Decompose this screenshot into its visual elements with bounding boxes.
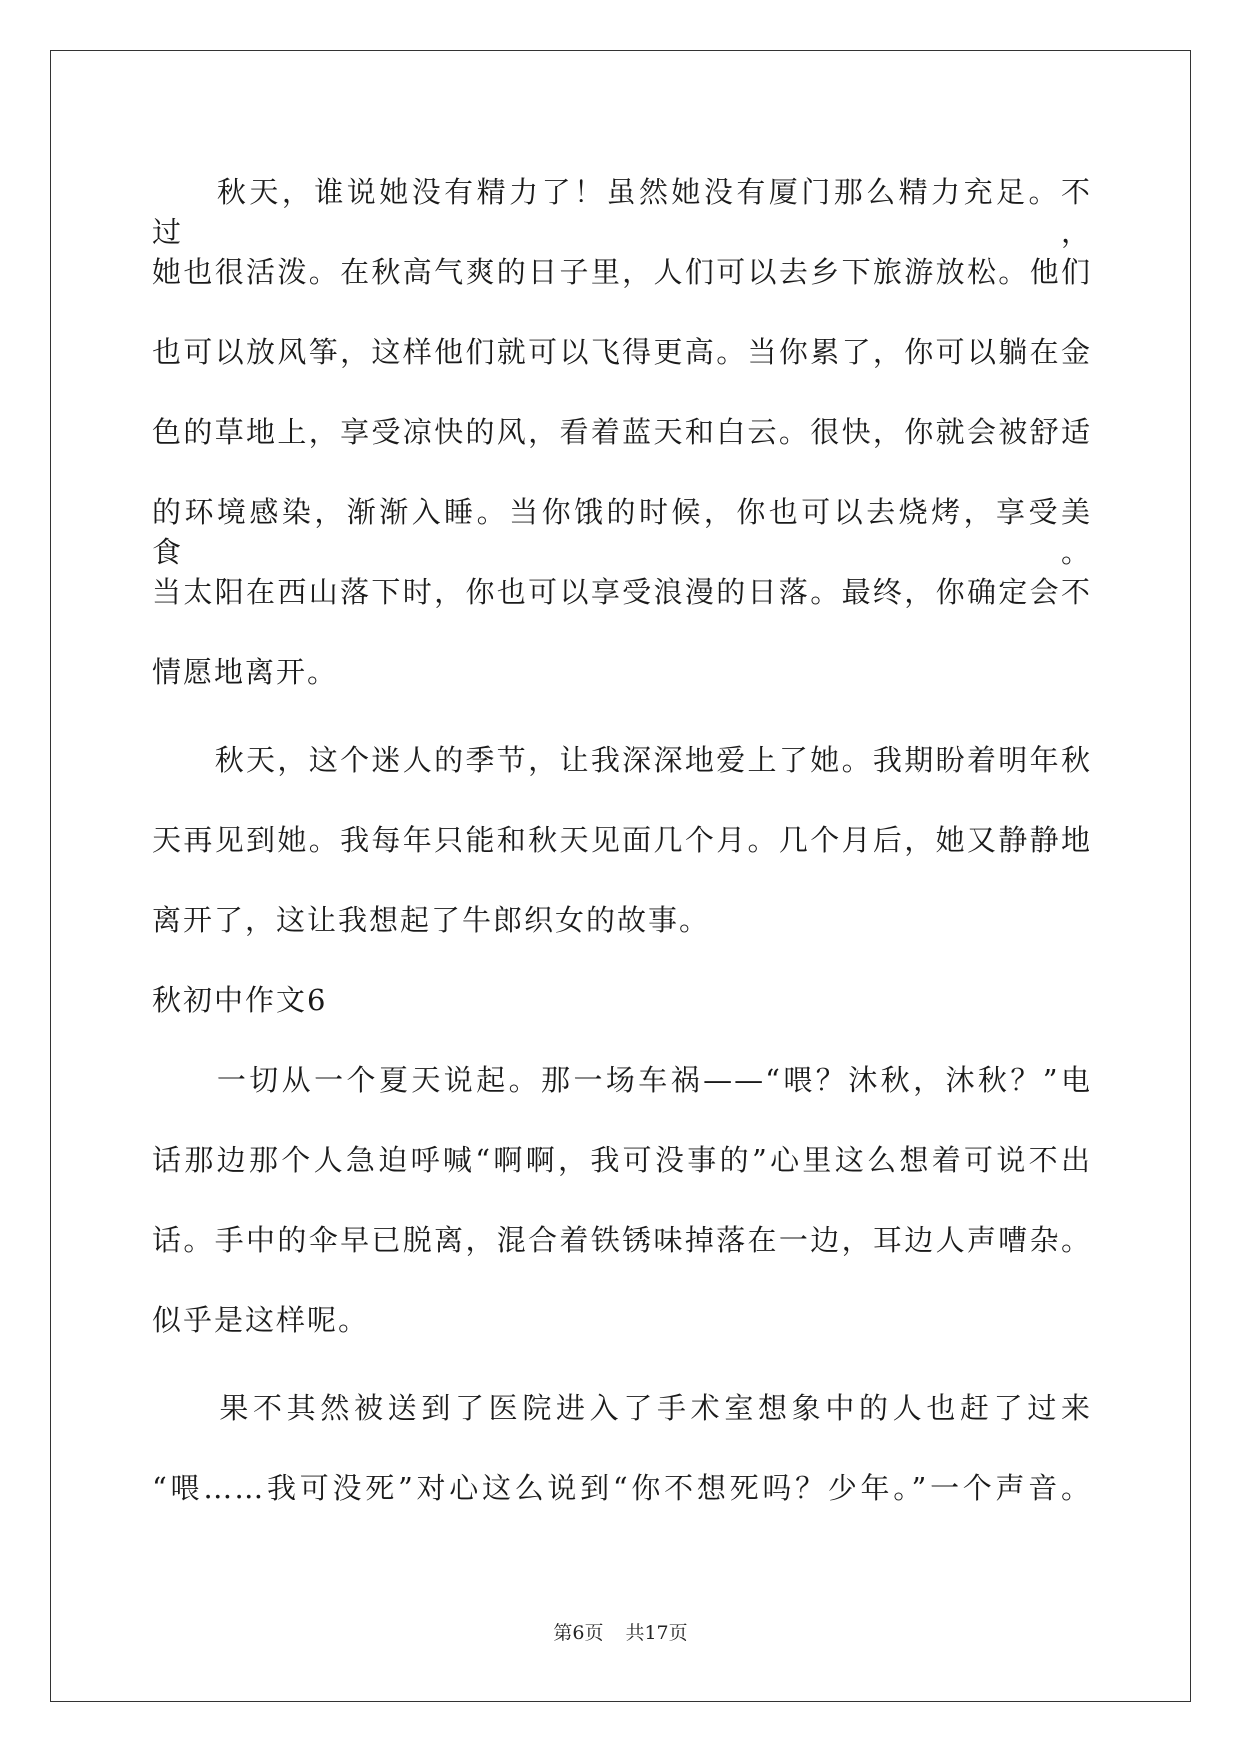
paragraph-line: 当太阳在西山落下时，你也可以享受浪漫的日落。最终，你确定会不 — [152, 575, 1092, 609]
paragraph-line: 的环境感染，渐渐入睡。当你饿的时候，你也可以去烧烤，享受美食。 — [152, 495, 1092, 569]
paragraph-line: 她也很活泼。在秋高气爽的日子里，人们可以去乡下旅游放松。他们 — [152, 255, 1092, 289]
paragraph-line: 话。手中的伞早已脱离，混合着铁锈味掉落在一边，耳边人声嘈杂。 — [152, 1223, 1092, 1257]
paragraph-line: 话那边那个人急迫呼喊“啊啊，我可没事的”心里这么想着可说不出 — [152, 1143, 1092, 1177]
paragraph-line: 情愿地离开。 — [152, 655, 339, 689]
paragraph-line: 秋天，这个迷人的季节，让我深深地爱上了她。我期盼着明年秋 — [152, 743, 1092, 777]
paragraph-line: 果不其然被送到了医院进入了手术室想象中的人也赶了过来 — [152, 1391, 1092, 1425]
paragraph-line: 一切从一个夏天说起。那一场车祸——“喂？沐秋，沐秋？”电 — [152, 1063, 1092, 1097]
paragraph-line: 色的草地上，享受凉快的风，看着蓝天和白云。很快，你就会被舒适 — [152, 415, 1092, 449]
paragraph-line: 似乎是这样呢。 — [152, 1303, 370, 1337]
paragraph-line: 也可以放风筝，这样他们就可以飞得更高。当你累了，你可以躺在金 — [152, 335, 1092, 369]
paragraph-line: 天再见到她。我每年只能和秋天见面几个月。几个月后，她又静静地 — [152, 823, 1092, 857]
paragraph-line: 秋天，谁说她没有精力了！虽然她没有厦门那么精力充足。不过， — [152, 175, 1092, 249]
section-heading: 秋初中作文6 — [152, 983, 328, 1017]
paragraph-line: “喂……我可没死”对心这么说到“你不想死吗？少年。”一个声音。 — [152, 1471, 1092, 1505]
page-total: 共17页 — [625, 1622, 688, 1644]
paragraph-line: 离开了，这让我想起了牛郎织女的故事。 — [152, 903, 711, 937]
page-footer — [0, 1620, 1241, 1646]
page-number: 第6页 — [553, 1622, 604, 1644]
page-border — [50, 50, 1191, 1702]
